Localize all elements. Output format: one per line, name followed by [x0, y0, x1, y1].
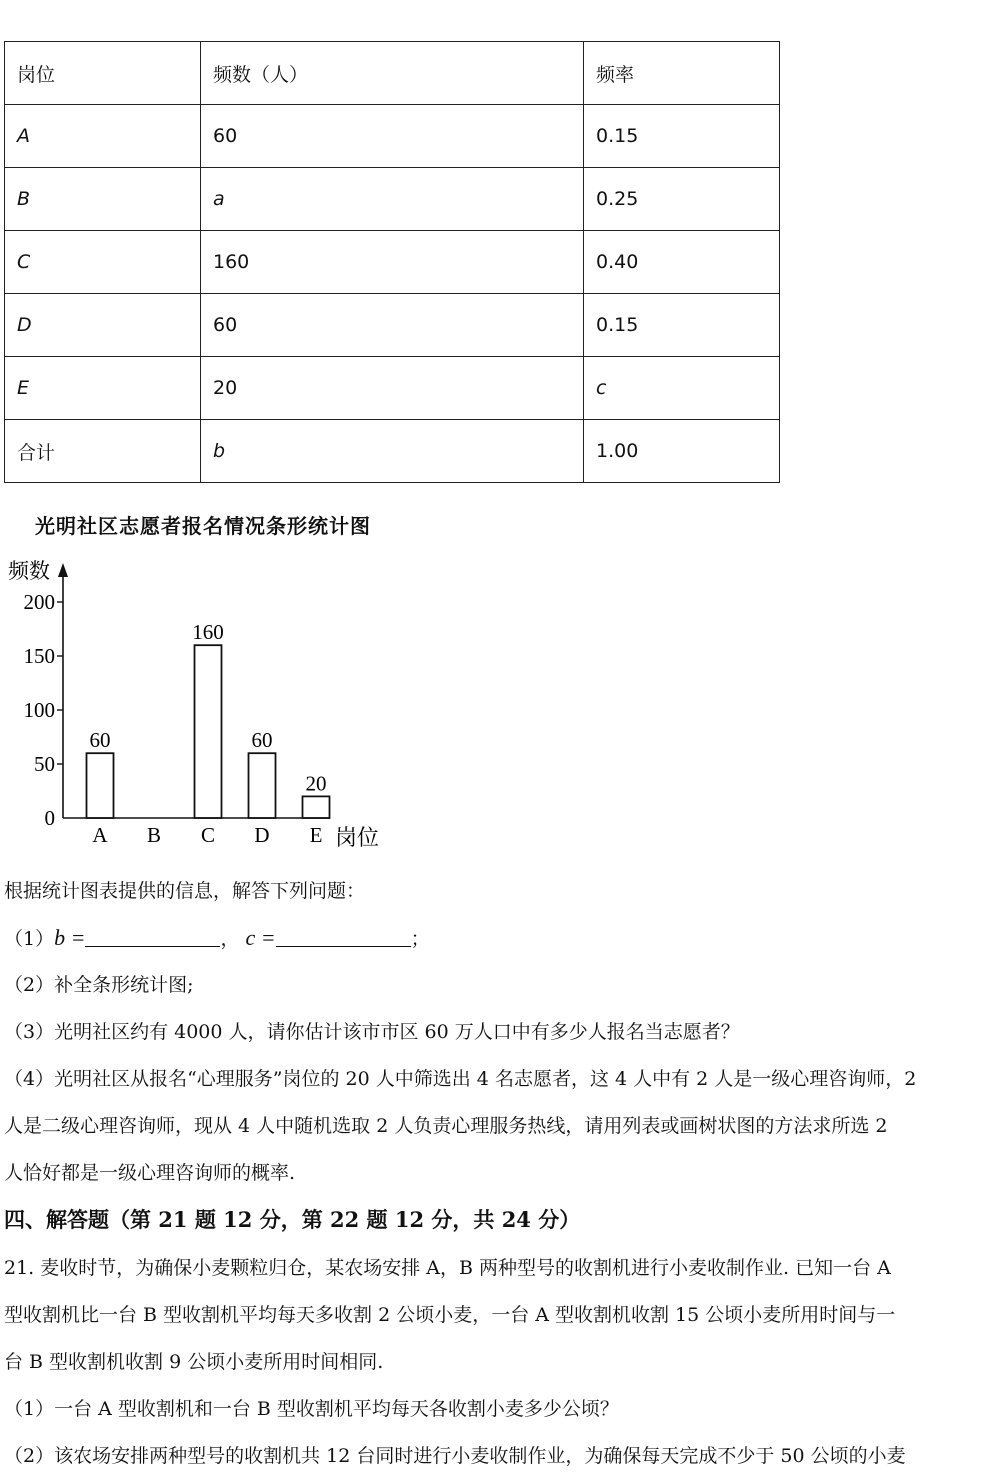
- table-header-row: [5, 42, 780, 105]
- x-tick-label: D: [254, 823, 270, 847]
- table-cell: 0.25: [584, 168, 780, 231]
- q1-prefix: （1）: [4, 928, 55, 950]
- table-cell: E: [5, 357, 201, 420]
- data-label-a: 60: [89, 728, 111, 753]
- table-cell: D: [5, 294, 201, 357]
- bar-c: [195, 645, 222, 818]
- table-cell: a: [201, 168, 584, 231]
- y-tick-label: 0: [44, 806, 55, 830]
- problem-21-question-2: （2）该农场安排两种型号的收割机共 12 台同时进行小麦收制作业，为确保每天完成不少于 50 公顷的小麦: [4, 1445, 906, 1467]
- y-tick-label: 50: [34, 752, 55, 776]
- data-label-d: 60: [251, 728, 273, 753]
- table-body: [5, 42, 780, 483]
- q1-end: ；: [410, 928, 430, 950]
- y-axis-label: 频数: [8, 559, 50, 583]
- question-4-line-2: 人是二级心理咨询师，现从 4 人中随机选取 2 人负责心理服务热线，请用列表或画树状图的方法求所选 2: [4, 1115, 888, 1137]
- question-1: [4, 923, 987, 954]
- table-cell: A: [5, 105, 201, 168]
- table-cell: b: [201, 420, 584, 483]
- question-3: （3）光明社区约有 4000 人，请你估计该市市区 60 万人口中有多少人报名当志愿者？: [4, 1021, 740, 1043]
- problem-21-question-1: （1）一台 A 型收割机和一台 B 型收割机平均每天各收割小麦多少公顷？: [4, 1398, 619, 1420]
- table-cell: 160: [201, 231, 584, 294]
- table-row: [5, 105, 780, 168]
- data-label-e: 20: [305, 771, 327, 796]
- y-tick-label: 200: [23, 590, 55, 614]
- q1-c-label: c =: [245, 925, 276, 950]
- chart-title: 光明社区志愿者报名情况条形统计图: [35, 514, 371, 538]
- y-tick-label: 150: [23, 644, 55, 668]
- problem-21-line-2: 型收割机比一台 B 型收割机平均每天多收割 2 公顷小麦，一台 A 型收割机收割 15 公顷小麦所用时间与一: [4, 1304, 896, 1326]
- section-heading: 四、解答题（第 21 题 12 分，第 22 题 12 分，共 24 分）: [4, 1207, 581, 1232]
- x-axis-label: 岗位: [335, 825, 380, 850]
- problem-21-line-3: 台 B 型收割机收割 9 公顷小麦所用时间相同.: [4, 1351, 384, 1373]
- table-cell: 20: [201, 357, 584, 420]
- table-cell: 0.15: [584, 105, 780, 168]
- table-cell: 60: [201, 294, 584, 357]
- table-cell: 0.40: [584, 231, 780, 294]
- problem-21-line-1: 21. 麦收时节，为确保小麦颗粒归仓，某农场安排 A，B 两种型号的收割机进行小麦收制作业. 已知一台 A: [4, 1257, 891, 1279]
- frequency-table: [4, 41, 780, 483]
- table-cell: 0.15: [584, 294, 780, 357]
- bar-d: [249, 753, 276, 818]
- table-cell: c: [584, 357, 780, 420]
- x-tick-label: A: [92, 823, 108, 847]
- question-2: （2）补全条形统计图;: [4, 974, 194, 996]
- question-4-line-3: 人恰好都是一级心理咨询师的概率.: [4, 1162, 296, 1184]
- bar-chart: [0, 545, 420, 855]
- table-cell: B: [5, 168, 201, 231]
- bar-a: [87, 753, 114, 818]
- q1-c-blank: [276, 926, 411, 947]
- bar-e: [303, 796, 330, 818]
- x-tick-label: C: [200, 823, 216, 847]
- q1-b-label: b =: [54, 925, 86, 950]
- table-cell: C: [5, 231, 201, 294]
- x-tick-label: B: [146, 823, 162, 847]
- y-axis-arrow: [58, 563, 68, 577]
- table-row: [5, 168, 780, 231]
- table-cell: 1.00: [584, 420, 780, 483]
- table-cell: 60: [201, 105, 584, 168]
- table-cell: 合计: [5, 420, 201, 483]
- question-4-line-1: （4）光明社区从报名“心理服务”岗位的 20 人中筛选出 4 名志愿者，这 4 人中有 2 人是一级心理咨询师，2: [4, 1068, 917, 1090]
- table-row: [5, 294, 780, 357]
- q1-separator: ，: [220, 928, 240, 950]
- table-row: [5, 231, 780, 294]
- intro-text: 根据统计图表提供的信息，解答下列问题：: [4, 880, 366, 902]
- table-row: [5, 420, 780, 483]
- x-tick-label: E: [309, 823, 323, 847]
- table-header-cell: 岗位: [5, 42, 201, 105]
- y-tick-label: 100: [23, 698, 55, 722]
- data-label-c: 160: [192, 620, 224, 645]
- table-header-cell: 频数（人）: [201, 42, 584, 105]
- table-header-cell: 频率: [584, 42, 780, 105]
- q1-b-blank: [85, 926, 220, 947]
- table-row: [5, 357, 780, 420]
